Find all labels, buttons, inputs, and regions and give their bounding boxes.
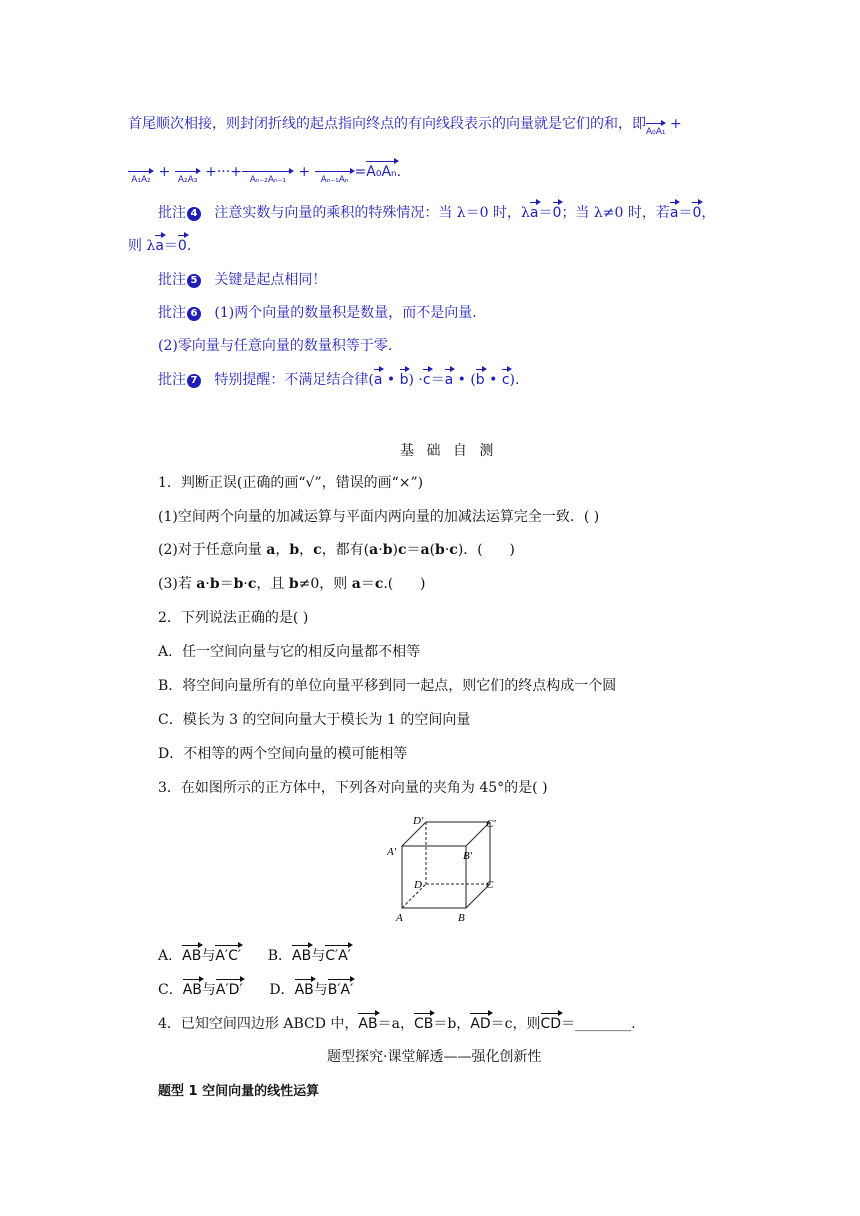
connector-yu: 与	[201, 948, 216, 964]
vector-a0a1: A₀A₁	[646, 117, 666, 137]
vector-ab: AB	[358, 1016, 378, 1032]
period: .	[186, 238, 192, 254]
note-7-text: 特别提醒：不满足结合律(	[214, 372, 374, 388]
label-d: D	[414, 879, 422, 891]
zero-vector: 0	[552, 205, 562, 221]
section-title-exploration	[327, 1047, 541, 1067]
equals-sign: =	[354, 164, 367, 180]
note-line-1-text: 首尾顺次相接，则封闭折线的起点指向终点的有向线段表示的向量就是它们的和，即	[128, 116, 646, 132]
label-c: C	[486, 879, 494, 891]
label-a-prime: A′	[387, 846, 397, 858]
note-5-number-badge: 5	[187, 274, 201, 288]
label-b-prime: B′	[463, 850, 473, 862]
vector-an2an1: Aₙ₋₂Aₙ₋₁	[242, 165, 294, 185]
q1-stem: 1．判断正误(正确的画“√”，错误的画“×”)	[158, 475, 424, 491]
q4-text-b: ＝a，	[377, 1016, 414, 1032]
vector-a: a	[669, 205, 679, 221]
vector-an1an: Aₙ₋₁Aₙ	[315, 165, 355, 185]
period: .	[396, 164, 402, 180]
q2-stem: 2．下列说法正确的是( )	[158, 610, 309, 626]
q4-answer-blank: ＝________.	[561, 1016, 636, 1032]
vector-c: c	[501, 372, 510, 388]
vector-ab: AB	[292, 948, 312, 964]
note-4-label: 批注	[158, 205, 186, 221]
connector-yu: 与	[311, 948, 326, 964]
q1-item-3: (3)若 a·b＝b·c，且 b≠0，则 a＝c.( )	[158, 576, 426, 592]
q3-option-b-label: B．	[267, 948, 293, 964]
zero-vector: 0	[177, 238, 187, 254]
label-c-prime: C′	[486, 818, 496, 830]
connector-yu: 与	[313, 982, 328, 998]
closing: ).	[509, 372, 520, 388]
note-7-number-badge: 7	[187, 374, 201, 388]
q4-text-a: 4．已知空间四边形 ABCD 中，	[158, 1016, 359, 1032]
q2-option-b: B．将空间向量所有的单位向量平移到同一起点，则它们的终点构成一个圆	[158, 678, 617, 694]
vector-ab: AB	[182, 948, 202, 964]
equals-sign: ＝	[430, 372, 445, 388]
dot-operator: •	[484, 372, 502, 388]
label-a: A	[396, 912, 403, 924]
note-line-2	[128, 162, 401, 185]
q3-options-row-2	[158, 980, 353, 1000]
note-4-number-badge: 4	[187, 207, 201, 221]
plus-sign: +	[293, 164, 315, 180]
note-4-line-2	[128, 236, 191, 256]
q2-option-c: C．模长为 3 的空间向量大于模长为 1 的空间向量	[158, 712, 471, 728]
section-title-type-1: 题型 1 空间向量的线性运算	[158, 1084, 320, 1099]
vector-cb: CB	[413, 1016, 434, 1032]
vector-a0an: A₀Aₙ	[366, 164, 397, 180]
vector-a: a	[373, 372, 383, 388]
vector-c: c	[422, 372, 431, 388]
plus-ellipsis: +···+	[200, 164, 242, 180]
vector-b: b	[475, 372, 485, 388]
note-7	[158, 370, 519, 390]
comma: ，	[701, 205, 716, 221]
vector-a: a	[155, 238, 164, 254]
vector-a2a3: A₂A₃	[175, 165, 201, 185]
q3-option-d-label: D．	[269, 982, 295, 998]
zero-vector: 0	[692, 205, 702, 221]
note-4-line-2-text: 则 λ	[128, 238, 156, 254]
note-6-line-2	[158, 336, 392, 356]
note-6-number-badge: 6	[187, 307, 201, 321]
equals-sign: ＝	[678, 205, 693, 221]
section-title-exploration-text: 题型探究·课堂解透——强化创新性	[327, 1049, 542, 1065]
plus-sign: +	[154, 164, 175, 180]
equals-sign: ＝	[538, 205, 553, 221]
label-d-prime: D′	[413, 815, 424, 827]
q3-option-a-label: A．	[158, 948, 183, 964]
vector-ab: AB	[182, 982, 202, 998]
plus-sign: +	[665, 116, 682, 132]
label-b: B	[458, 912, 465, 924]
note-5-text: 关键是起点相同！	[214, 272, 327, 288]
vector-a-prime-d-prime: A′D′	[215, 982, 243, 998]
q4-text-d: ＝c，则	[490, 1016, 541, 1032]
note-4-text-c: ；当 λ≠0 时，若	[561, 205, 670, 221]
note-7-text-b: ) ·	[408, 372, 423, 388]
note-7-label: 批注	[158, 372, 186, 388]
q2-option-a: A．任一空间向量与它的相反向量都不相等	[158, 644, 421, 660]
note-5-label: 批注	[158, 272, 186, 288]
connector-yu: 与	[201, 982, 216, 998]
note-6-text: (1)两个向量的数量积是数量，而不是向量.	[214, 305, 477, 321]
dot-operator: •	[382, 372, 396, 388]
note-6-label: 批注	[158, 305, 186, 321]
vector-c-prime-a-prime: C′A′	[325, 948, 351, 964]
vector-a1a2: A₁A₂	[128, 165, 154, 185]
q3-stem: 3．在如图所示的正方体中，下列各对向量的夹角为 45°的是( )	[158, 780, 548, 796]
q2-option-d: D．不相等的两个空间向量的模可能相等	[158, 746, 408, 762]
section-title-basic-test: 基 础 自 测	[400, 443, 498, 459]
vector-ab: AB	[294, 982, 314, 998]
vector-b-prime-a-prime: B′A′	[327, 982, 354, 998]
note-4	[158, 203, 715, 223]
equals-sign: ＝	[163, 238, 178, 254]
q4-text-c: ＝b，	[433, 1016, 471, 1032]
note-4-text: 注意实数与向量的乘积的特殊情况：当 λ＝0 时，λ	[214, 205, 530, 221]
vector-a-prime-c-prime: A′C′	[215, 948, 242, 964]
q1-item-2: (2)对于任意向量 a，b，c，都有(a·b)c＝a(b·c)．( )	[158, 542, 515, 558]
q3-options-row-1	[158, 946, 351, 966]
note-line-1	[128, 114, 682, 137]
note-5	[158, 270, 326, 290]
vector-cd: CD	[540, 1016, 562, 1032]
q1-item-1: (1)空间两个向量的加减运算与平面内两向量的加减法运算完全一致．( )	[158, 509, 600, 525]
q3-option-c-label: C．	[158, 982, 183, 998]
dot-operator: • (	[453, 372, 476, 388]
q4-stem	[158, 1014, 636, 1034]
note-6-text-2: (2)零向量与任意向量的数量积等于零.	[158, 338, 393, 354]
vector-a: a	[529, 205, 539, 221]
vector-a: a	[444, 372, 454, 388]
cube-figure	[380, 812, 510, 927]
vector-b: b	[399, 372, 409, 388]
note-6	[158, 303, 477, 323]
vector-ad: AD	[470, 1016, 491, 1032]
